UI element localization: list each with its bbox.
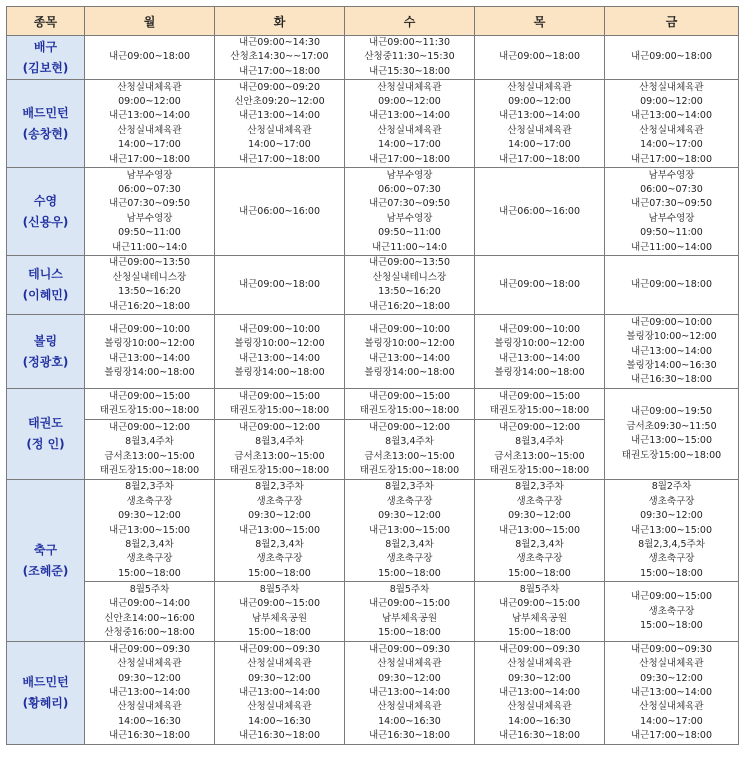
schedule-line: 09:30~12:00 (378, 510, 441, 522)
schedule-line: 내근13:00~15:00 (368, 524, 451, 536)
schedule-line: 내근09:00~15:00 (498, 390, 581, 402)
schedule-line: 내근13:00~14:00 (630, 345, 713, 357)
schedule-line: 산청실내체육관 (639, 124, 704, 136)
schedule-line: 생초축구장 (256, 495, 303, 507)
schedule-line: 내근09:00~09:30 (498, 643, 581, 655)
schedule-line: 신안초09:20~12:00 (234, 95, 325, 107)
schedule-line: 내근13:00~14:00 (630, 110, 713, 122)
schedule-line: 금서초09:30~11:50 (626, 420, 717, 432)
schedule-line: 내근16:20~18:00 (108, 300, 191, 312)
schedule-line: 8월2,3,4차 (385, 538, 434, 550)
schedule-line: 내근09:00~14:00 (108, 598, 191, 610)
coach-name: (정 인) (26, 437, 65, 452)
schedule-line: 볼링장14:00~18:00 (234, 367, 325, 379)
schedule-line: 산청실내체육관 (247, 701, 312, 713)
schedule-line: 내근16:20~18:00 (368, 300, 451, 312)
schedule-line: 15:00~18:00 (118, 567, 181, 579)
schedule-cell (475, 315, 605, 389)
schedule-line: 8월5주차 (259, 583, 300, 595)
schedule-line: 15:00~18:00 (378, 627, 441, 639)
schedule-cell (475, 420, 605, 480)
header-sport: 종목 (7, 7, 85, 36)
sport-cell (7, 80, 85, 168)
schedule-line: 내근09:00~12:00 (368, 421, 451, 433)
schedule-line: 15:00~18:00 (248, 627, 311, 639)
sport-cell (7, 168, 85, 256)
schedule-cell (475, 582, 605, 642)
schedule-line: 산청실내체육관 (247, 124, 312, 136)
schedule-line: 내근13:00~14:00 (498, 687, 581, 699)
schedule-line: 내근09:00~12:00 (498, 421, 581, 433)
schedule-line: 남부수영장 (386, 212, 433, 224)
schedule-line: 내근13:00~14:00 (238, 110, 321, 122)
row-soccer-sub (7, 582, 739, 642)
schedule-line: 볼링장10:00~12:00 (626, 331, 717, 343)
schedule-cell (345, 642, 475, 745)
schedule-cell (605, 480, 739, 582)
schedule-line: 내근13:00~14:00 (498, 352, 581, 364)
schedule-line: 내근09:00~18:00 (238, 279, 321, 291)
schedule-line: 13:50~16:20 (378, 286, 441, 298)
schedule-line: 8월5주차 (129, 583, 170, 595)
schedule-line: 내근16:30~18:00 (630, 374, 713, 386)
schedule-line: 09:50~11:00 (118, 227, 181, 239)
schedule-line: 15:00~18:00 (248, 567, 311, 579)
schedule-line: 8월2,3주차 (385, 481, 434, 493)
schedule-line: 15:00~18:00 (378, 567, 441, 579)
schedule-line: 13:50~16:20 (118, 286, 181, 298)
schedule-line: 남부수영장 (386, 169, 433, 181)
schedule-line: 볼링장14:00~18:00 (104, 367, 195, 379)
schedule-line: 내근13:00~14:00 (108, 687, 191, 699)
schedule-cell (85, 80, 215, 168)
schedule-cell (475, 80, 605, 168)
schedule-line: 생초축구장 (648, 605, 695, 617)
schedule-line: 내근07:30~09:50 (630, 198, 713, 210)
schedule-line: 8월2,3주차 (125, 481, 174, 493)
schedule-line: 8월2,3,4차 (255, 538, 304, 550)
schedule-line: 내근09:00~10:00 (238, 323, 321, 335)
schedule-line: 생초축구장 (126, 553, 173, 565)
schedule-line: 산청실내체육관 (377, 81, 442, 93)
schedule-cell (605, 36, 739, 80)
schedule-line: 생초축구장 (648, 553, 695, 565)
header-tue: 화 (215, 7, 345, 36)
sport-cell (7, 389, 85, 480)
schedule-cell (345, 420, 475, 480)
schedule-cell (605, 582, 739, 642)
schedule-line: 09:50~11:00 (640, 227, 703, 239)
schedule-line: 내근09:00~09:30 (108, 643, 191, 655)
schedule-line: 내근17:00~18:00 (368, 153, 451, 165)
schedule-line: 볼링장10:00~12:00 (364, 338, 455, 350)
schedule-line: 내근13:00~14:00 (368, 687, 451, 699)
schedule-cell (475, 256, 605, 315)
schedule-cell (85, 582, 215, 642)
schedule-line: 09:30~12:00 (640, 510, 703, 522)
schedule-line: 내근16:30~18:00 (108, 730, 191, 742)
schedule-line: 14:00~17:00 (640, 715, 703, 727)
schedule-cell (215, 480, 345, 582)
schedule-line: 산청실내테니스장 (372, 271, 447, 283)
schedule-line: 14:00~17:00 (508, 139, 571, 151)
schedule-cell (215, 168, 345, 256)
schedule-cell (215, 315, 345, 389)
schedule-line: 생초축구장 (516, 495, 563, 507)
schedule-cell (345, 480, 475, 582)
schedule-line: 내근09:00~09:30 (630, 643, 713, 655)
schedule-line: 8월2,3,4차 (515, 538, 564, 550)
schedule-line: 14:00~17:00 (118, 139, 181, 151)
schedule-line: 내근17:00~18:00 (498, 153, 581, 165)
sport-name: 배드민턴 (22, 105, 69, 120)
schedule-line: 8월3,4주차 (125, 436, 174, 448)
schedule-line: 내근13:00~15:00 (630, 524, 713, 536)
schedule-line: 산청중16:00~18:00 (104, 627, 195, 639)
schedule-line: 내근09:00~12:00 (238, 421, 321, 433)
schedule-line: 06:00~07:30 (118, 183, 181, 195)
sport-name: 테니스 (28, 267, 63, 282)
schedule-line: 8월2,3주차 (515, 481, 564, 493)
schedule-line: 내근06:00~16:00 (498, 205, 581, 217)
schedule-line: 내근16:30~18:00 (238, 730, 321, 742)
schedule-line: 남부수영장 (648, 169, 695, 181)
coach-name: (정광호) (22, 354, 69, 369)
schedule-line: 내근09:00~15:00 (498, 598, 581, 610)
schedule-line: 내근13:00~14:00 (238, 352, 321, 364)
schedule-line: 내근13:00~15:00 (630, 435, 713, 447)
schedule-line: 내근11:00~14:0 (371, 241, 448, 253)
schedule-line: 09:30~12:00 (508, 510, 571, 522)
schedule-line: 금서초13:00~15:00 (104, 450, 195, 462)
sport-cell (7, 315, 85, 389)
schedule-line: 09:30~12:00 (248, 672, 311, 684)
sport-cell (7, 36, 85, 80)
schedule-line: 산청실내체육관 (117, 124, 182, 136)
schedule-line: 09:00~12:00 (508, 95, 571, 107)
schedule-line: 내근09:00~14:30 (238, 37, 321, 48)
schedule-line: 내근11:00~14:0 (111, 241, 188, 253)
schedule-line: 내근13:00~14:00 (368, 110, 451, 122)
schedule-line: 15:00~18:00 (508, 627, 571, 639)
schedule-cell (345, 80, 475, 168)
schedule-line: 09:50~11:00 (378, 227, 441, 239)
schedule-cell (85, 256, 215, 315)
schedule-line: 06:00~07:30 (640, 183, 703, 195)
schedule-line: 내근13:00~14:00 (368, 352, 451, 364)
schedule-cell (215, 389, 345, 420)
schedule-line: 내근07:30~09:50 (368, 198, 451, 210)
schedule-line: 06:00~07:30 (378, 183, 441, 195)
sport-name: 축구 (33, 542, 58, 557)
header-thu: 목 (475, 7, 605, 36)
schedule-line: 내근09:00~18:00 (498, 51, 581, 63)
schedule-cell (475, 36, 605, 80)
sport-name: 볼링 (33, 333, 58, 348)
schedule-line: 남부체육공원 (511, 612, 568, 624)
schedule-table (6, 6, 739, 745)
schedule-line: 금서초13:00~15:00 (494, 450, 585, 462)
schedule-line: 8월2,3주차 (255, 481, 304, 493)
schedule-line: 내근13:00~14:00 (630, 687, 713, 699)
schedule-line: 내근09:00~13:50 (108, 257, 191, 269)
schedule-line: 산청실내체육관 (377, 701, 442, 713)
schedule-line: 생초축구장 (126, 495, 173, 507)
schedule-cell (605, 389, 739, 480)
schedule-line: 태권도장15:00~18:00 (621, 449, 722, 461)
sport-cell (7, 256, 85, 315)
schedule-cell (215, 642, 345, 745)
schedule-line: 내근09:00~18:00 (630, 279, 713, 291)
coach-name: (조혜준) (22, 563, 69, 578)
schedule-cell (345, 256, 475, 315)
schedule-line: 14:00~16:30 (248, 715, 311, 727)
schedule-line: 내근09:00~13:50 (368, 257, 451, 269)
schedule-line: 14:00~17:00 (248, 139, 311, 151)
coach-name: (황혜리) (22, 696, 69, 711)
schedule-line: 산청초14:30~~17:00 (230, 51, 329, 63)
schedule-line: 산청실내체육관 (639, 81, 704, 93)
schedule-line: 내근09:00~15:00 (368, 390, 451, 402)
schedule-cell (605, 315, 739, 389)
schedule-line: 태권도장15:00~18:00 (489, 405, 590, 417)
schedule-line: 남부수영장 (126, 169, 173, 181)
schedule-line: 금서초13:00~15:00 (234, 450, 325, 462)
schedule-cell (475, 389, 605, 420)
schedule-line: 내근11:00~14:00 (630, 241, 713, 253)
schedule-line: 09:00~12:00 (118, 95, 181, 107)
schedule-line: 내근09:00~15:00 (238, 598, 321, 610)
schedule-line: 내근09:00~18:00 (630, 51, 713, 63)
schedule-line: 내근06:00~16:00 (238, 205, 321, 217)
coach-name: (신용우) (22, 214, 69, 229)
schedule-line: 생초축구장 (256, 553, 303, 565)
schedule-line: 8월2,3,4,5주차 (638, 538, 705, 550)
schedule-cell (345, 389, 475, 420)
schedule-line: 내근09:00~15:00 (238, 390, 321, 402)
schedule-line: 볼링장14:00~18:00 (494, 367, 585, 379)
schedule-cell (345, 315, 475, 389)
row-taekwondo (7, 389, 739, 420)
schedule-cell (85, 168, 215, 256)
schedule-line: 내근17:00~18:00 (238, 153, 321, 165)
schedule-line: 볼링장10:00~12:00 (234, 338, 325, 350)
schedule-line: 생초축구장 (516, 553, 563, 565)
schedule-line: 내근09:00~15:00 (630, 591, 713, 603)
row-tennis (7, 256, 739, 315)
schedule-line: 내근16:30~18:00 (498, 730, 581, 742)
sport-cell (7, 480, 85, 642)
row-swimming (7, 168, 739, 256)
schedule-cell (85, 420, 215, 480)
row-bowling (7, 315, 739, 389)
schedule-line: 산청실내체육관 (507, 701, 572, 713)
schedule-cell (475, 642, 605, 745)
schedule-line: 내근13:00~15:00 (498, 524, 581, 536)
schedule-line: 내근09:00~15:00 (108, 390, 191, 402)
schedule-line: 볼링장10:00~12:00 (104, 338, 195, 350)
schedule-line: 산청실내체육관 (507, 658, 572, 670)
schedule-cell (215, 256, 345, 315)
schedule-cell (85, 389, 215, 420)
schedule-line: 내근09:00~09:20 (238, 81, 321, 93)
schedule-line: 8월5주차 (519, 583, 560, 595)
schedule-line: 산청실내체육관 (639, 701, 704, 713)
sport-name: 수영 (33, 193, 58, 208)
schedule-line: 09:30~12:00 (248, 510, 311, 522)
schedule-line: 내근13:00~14:00 (108, 110, 191, 122)
schedule-line: 09:00~12:00 (640, 95, 703, 107)
row-volleyball (7, 36, 739, 80)
schedule-line: 산청실내체육관 (117, 81, 182, 93)
schedule-line: 8월2,3,4차 (125, 538, 174, 550)
schedule-line: 태권도장15:00~18:00 (229, 465, 330, 477)
schedule-line: 09:30~12:00 (640, 672, 703, 684)
schedule-cell (85, 480, 215, 582)
coach-name: (김보현) (22, 60, 69, 75)
schedule-line: 남부체육공원 (381, 612, 438, 624)
schedule-line: 볼링장14:00~16:30 (626, 359, 717, 371)
row-soccer (7, 480, 739, 582)
schedule-line: 내근09:00~09:30 (238, 643, 321, 655)
schedule-line: 남부수영장 (126, 212, 173, 224)
schedule-line: 산청실내체육관 (117, 658, 182, 670)
schedule-line: 태권도장15:00~18:00 (99, 405, 200, 417)
schedule-line: 15:00~18:00 (508, 567, 571, 579)
schedule-cell (85, 36, 215, 80)
schedule-line: 내근09:00~10:00 (368, 323, 451, 335)
schedule-line: 남부수영장 (648, 212, 695, 224)
schedule-line: 내근09:00~10:00 (108, 323, 191, 335)
schedule-line: 14:00~16:30 (118, 715, 181, 727)
schedule-cell (215, 36, 345, 80)
schedule-line: 산청실내체육관 (507, 81, 572, 93)
schedule-line: 09:30~12:00 (118, 672, 181, 684)
schedule-line: 산청실내체육관 (639, 658, 704, 670)
schedule-cell (215, 582, 345, 642)
schedule-line: 생초축구장 (386, 495, 433, 507)
schedule-line: 14:00~16:30 (378, 715, 441, 727)
schedule-line: 내근09:00~11:30 (368, 37, 451, 48)
header-fri: 금 (605, 7, 739, 36)
schedule-line: 내근09:00~18:00 (498, 279, 581, 291)
schedule-line: 8월3,4주차 (385, 436, 434, 448)
schedule-line: 태권도장15:00~18:00 (359, 405, 460, 417)
schedule-line: 내근09:00~12:00 (108, 421, 191, 433)
schedule-line: 8월2주차 (651, 481, 692, 493)
schedule-line: 볼링장10:00~12:00 (494, 338, 585, 350)
sport-cell (7, 642, 85, 745)
schedule-line: 내근13:00~15:00 (238, 524, 321, 536)
sport-name: 태권도 (28, 416, 63, 431)
schedule-line: 내근13:00~14:00 (108, 352, 191, 364)
schedule-line: 내근16:30~18:00 (368, 730, 451, 742)
schedule-cell (475, 168, 605, 256)
schedule-line: 내근09:00~10:00 (630, 316, 713, 328)
schedule-cell (605, 642, 739, 745)
schedule-cell (605, 168, 739, 256)
schedule-line: 산청실내체육관 (377, 124, 442, 136)
schedule-cell (605, 256, 739, 315)
schedule-cell (345, 168, 475, 256)
schedule-line: 태권도장15:00~18:00 (489, 465, 590, 477)
schedule-line: 8월3,4주차 (255, 436, 304, 448)
schedule-line: 내근09:00~15:00 (368, 598, 451, 610)
sport-name: 배구 (33, 39, 58, 54)
schedule-line: 내근15:30~18:00 (368, 65, 451, 77)
row-badminton-2 (7, 642, 739, 745)
coach-name: (송창현) (22, 126, 69, 141)
schedule-cell (85, 315, 215, 389)
schedule-line: 8월5주차 (389, 583, 430, 595)
schedule-cell (475, 480, 605, 582)
schedule-cell (345, 36, 475, 80)
schedule-line: 남부체육공원 (251, 612, 308, 624)
schedule-line: 14:00~17:00 (640, 139, 703, 151)
schedule-line: 산청실내체육관 (377, 658, 442, 670)
schedule-line: 15:00~18:00 (640, 619, 703, 631)
schedule-line: 09:30~12:00 (378, 672, 441, 684)
schedule-line: 내근09:00~18:00 (108, 51, 191, 63)
schedule-line: 내근17:00~18:00 (238, 65, 321, 77)
schedule-cell (215, 420, 345, 480)
schedule-line: 신안초14:00~16:00 (104, 612, 195, 624)
schedule-line: 볼링장14:00~18:00 (364, 367, 455, 379)
schedule-line: 내근09:00~19:50 (630, 406, 713, 418)
schedule-line: 내근13:00~14:00 (238, 687, 321, 699)
sport-name: 배드민턴 (22, 675, 69, 690)
schedule-line: 내근17:00~18:00 (630, 153, 713, 165)
schedule-line: 내근09:00~10:00 (498, 323, 581, 335)
schedule-line: 산청실내체육관 (117, 701, 182, 713)
schedule-cell (215, 80, 345, 168)
schedule-cell (345, 582, 475, 642)
schedule-line: 내근17:00~18:00 (630, 730, 713, 742)
schedule-line: 15:00~18:00 (640, 567, 703, 579)
schedule-line: 14:00~17:00 (378, 139, 441, 151)
header-wed: 수 (345, 7, 475, 36)
schedule-line: 산청중11:30~15:30 (364, 51, 455, 63)
schedule-line: 내근07:30~09:50 (108, 198, 191, 210)
schedule-line: 09:30~12:00 (508, 672, 571, 684)
header-row (7, 7, 739, 36)
schedule-cell (85, 642, 215, 745)
header-mon: 월 (85, 7, 215, 36)
schedule-line: 내근17:00~18:00 (108, 153, 191, 165)
schedule-line: 내근13:00~14:00 (498, 110, 581, 122)
schedule-line: 생초축구장 (648, 495, 695, 507)
schedule-line: 09:30~12:00 (118, 510, 181, 522)
schedule-line: 금서초13:00~15:00 (364, 450, 455, 462)
schedule-line: 8월3,4주차 (515, 436, 564, 448)
schedule-line: 산청실내테니스장 (112, 271, 187, 283)
schedule-line: 내근13:00~15:00 (108, 524, 191, 536)
schedule-line: 태권도장15:00~18:00 (229, 405, 330, 417)
schedule-line: 09:00~12:00 (378, 95, 441, 107)
schedule-line: 산청실내체육관 (247, 658, 312, 670)
row-badminton (7, 80, 739, 168)
schedule-line: 생초축구장 (386, 553, 433, 565)
schedule-line: 태권도장15:00~18:00 (99, 465, 200, 477)
schedule-line: 내근09:00~09:30 (368, 643, 451, 655)
schedule-cell (605, 80, 739, 168)
coach-name: (이혜민) (22, 288, 69, 303)
schedule-line: 태권도장15:00~18:00 (359, 465, 460, 477)
schedule-line: 산청실내체육관 (507, 124, 572, 136)
schedule-line: 14:00~16:30 (508, 715, 571, 727)
